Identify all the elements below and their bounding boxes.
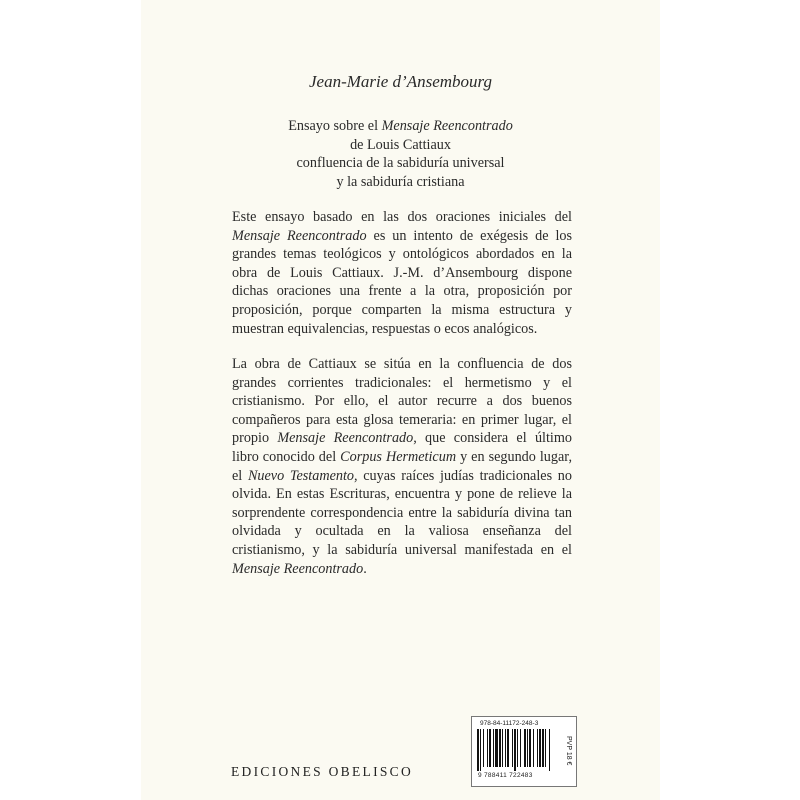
subtitle-line-4: y la sabiduría cristiana [336, 174, 465, 191]
subtitle-text: Ensayo sobre el [288, 118, 382, 134]
text-run: , que considera el último libro conocido del [232, 430, 572, 465]
isbn-number: 978-84-11172-248-3 [480, 720, 539, 727]
book-subtitle [141, 117, 660, 192]
barcode-icon [477, 729, 555, 771]
subtitle-line-3: confluencia de la sabiduría universal [296, 155, 505, 172]
price-label: PVP 18 € [565, 736, 572, 766]
publisher-name: EDICIONES OBELISCO [231, 764, 414, 779]
book-title-italic: Mensaje Reencontrado [277, 430, 414, 447]
synopsis-paragraph-1 [232, 208, 572, 338]
text-run: La obra de Cattiaux se sitúa en la confluencia de dos grandes corrientes tradicionales: el hermetismo y el cristianismo. Por ello, el autor recurre a dos buenos compañeros para esta glosa temeraria: en primer lugar, el propio [232, 356, 572, 447]
book-title-italic: Nuevo Testamento [247, 467, 354, 484]
synopsis-paragraph-2 [232, 355, 572, 578]
book-title-italic: Corpus Hermeticum [340, 448, 457, 465]
subtitle-line-2: de Louis Cattiaux [350, 136, 451, 153]
text-run: y en segundo lugar, el [232, 448, 572, 484]
book-title-italic: Mensaje Reencontrado [232, 227, 367, 244]
text-run: Este ensayo basado en las dos oraciones iniciales del [232, 209, 572, 225]
barcode-label [471, 716, 577, 787]
author-name: Jean-Marie d’Ansembourg [308, 72, 492, 91]
subtitle-book-title: Mensaje Reencontrado [381, 118, 513, 134]
text-run: . [363, 560, 367, 577]
subtitle-line-1 [141, 117, 660, 136]
text-run: , cuyas raíces judías tradicionales no olvida. En estas Escrituras, encuentra y pone de relieve la sorprendente correspondencia entre la sabiduría divina tan olvidada y ocultada en la valiosa enseñanza del cristianismo, y la sabiduría universal manifestada en el [232, 467, 572, 558]
text-run: es un intento de exégesis de los grandes temas teológicos y ontológicos abordados en la obra de Louis Cattiaux. J.-M. d’Ansembourg dispone dichas oraciones una frente a la otra, proposición por proposición, porque comparten la misma estructura y muestran equivalencias, respuestas o ecos analógicos. [232, 227, 572, 337]
ean-number: 9 788411 722483 [478, 772, 533, 779]
book-title-italic: Mensaje Reencontrado [232, 560, 364, 577]
book-back-cover [141, 0, 660, 800]
